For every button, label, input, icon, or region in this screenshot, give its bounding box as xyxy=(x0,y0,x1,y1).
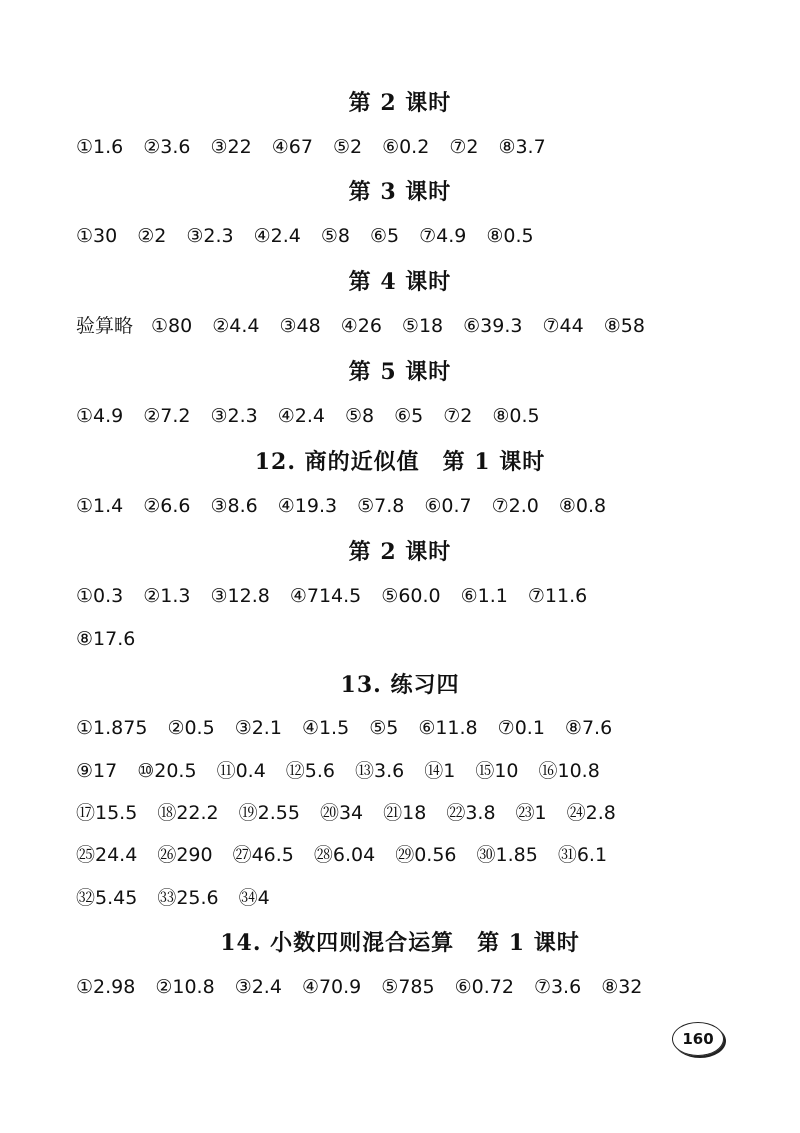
answer-item: ④26 xyxy=(340,315,382,337)
section-heading: 12. 商的近似值 第 1 课时 xyxy=(254,449,546,475)
answer-item: ⑦0.1 xyxy=(497,717,545,739)
answer-item: ⑥11.8 xyxy=(418,717,478,739)
answer-item: ㉑18 xyxy=(383,802,427,824)
answer-item: ④67 xyxy=(271,136,313,158)
answer-row xyxy=(76,973,736,1001)
answer-item: ①0.3 xyxy=(76,585,124,607)
answer-item: ⑧32 xyxy=(601,976,643,998)
section-heading: 13. 练习四 xyxy=(340,672,460,698)
answer-item: ②10.8 xyxy=(155,976,215,998)
answer-row xyxy=(76,222,736,250)
answer-item: ⑧3.7 xyxy=(498,136,546,158)
answer-item: ⑩20.5 xyxy=(137,760,197,782)
answer-item: ⑥39.3 xyxy=(463,315,523,337)
answer-row xyxy=(76,133,736,161)
answer-item: ⑭1 xyxy=(424,760,456,782)
answer-item: ①1.6 xyxy=(76,136,124,158)
answer-item: ⑧17.6 xyxy=(76,628,136,650)
answer-item: ③2.3 xyxy=(210,405,258,427)
answer-item: ⑮10 xyxy=(475,760,519,782)
answer-item: ⑨17 xyxy=(76,760,118,782)
answer-item: ④2.4 xyxy=(253,225,301,247)
answer-item: ⑤5 xyxy=(369,717,399,739)
section-heading: 第 5 课时 xyxy=(348,359,452,385)
answer-item: ③2.3 xyxy=(186,225,234,247)
answer-item: ①80 xyxy=(151,315,193,337)
answer-row xyxy=(76,714,736,742)
answer-item: ⑤7.8 xyxy=(357,495,405,517)
answer-row xyxy=(76,582,736,610)
answer-row xyxy=(76,757,736,785)
answer-item: ⑦11.6 xyxy=(527,585,588,607)
answer-item: ㉖290 xyxy=(157,844,213,866)
answer-item: ⑦2.0 xyxy=(491,495,539,517)
answer-item: ⑰15.5 xyxy=(76,802,138,824)
answer-item: ⑥0.7 xyxy=(424,495,472,517)
answer-item: ③22 xyxy=(210,136,252,158)
answer-item: ③2.4 xyxy=(234,976,282,998)
answer-item: ㉝25.6 xyxy=(157,887,219,909)
page-number: 160 xyxy=(672,1022,724,1056)
answer-item: ④19.3 xyxy=(277,495,338,517)
section-heading: 第 2 课时 xyxy=(348,90,452,116)
answer-item: ②7.2 xyxy=(143,405,191,427)
answer-item: ②0.5 xyxy=(167,717,215,739)
answer-item: ①2.98 xyxy=(76,976,136,998)
answer-item: ⑥0.72 xyxy=(454,976,514,998)
answer-item: ⑤60.0 xyxy=(381,585,441,607)
answer-item: ⑬3.6 xyxy=(355,760,405,782)
answer-prefix: 验算略 xyxy=(76,315,134,337)
answer-item: ⑦2 xyxy=(443,405,473,427)
answer-item: ㉜5.45 xyxy=(76,887,138,909)
answer-item: ⑤18 xyxy=(401,315,444,337)
answer-item: ③2.1 xyxy=(234,717,282,739)
answer-item: ㉓1 xyxy=(515,802,547,824)
answer-row xyxy=(76,799,736,827)
answer-item: ⑧0.5 xyxy=(492,405,540,427)
answer-item: ①1.875 xyxy=(76,717,148,739)
section-heading: 第 3 课时 xyxy=(348,179,452,205)
answer-item: ⑦4.9 xyxy=(419,225,467,247)
answer-item: ⑱22.2 xyxy=(157,802,219,824)
answer-item: ㉒3.8 xyxy=(446,802,496,824)
answer-item: ②2 xyxy=(137,225,167,247)
answer-item: ⑦3.6 xyxy=(533,976,582,998)
answer-item: ㉔2.8 xyxy=(566,802,616,824)
answer-item: ㉙0.56 xyxy=(395,844,457,866)
answer-item: ⑪0.4 xyxy=(216,760,266,782)
answer-item: ⑥5 xyxy=(369,225,400,247)
answer-row xyxy=(76,625,736,653)
answer-item: ㉗46.5 xyxy=(232,844,294,866)
answer-item: ⑦44 xyxy=(542,315,584,337)
answer-item: ⑧58 xyxy=(603,315,645,337)
section-heading: 第 4 课时 xyxy=(348,269,452,295)
answer-item: ⑦2 xyxy=(449,136,479,158)
answer-item: ④2.4 xyxy=(277,405,325,427)
answer-item: ⑧7.6 xyxy=(564,717,613,739)
answer-item: ⑫5.6 xyxy=(285,760,335,782)
answer-item: ③12.8 xyxy=(210,585,270,607)
answer-item: ⑤2 xyxy=(332,136,363,158)
answer-row xyxy=(76,841,736,869)
answer-row xyxy=(76,402,736,430)
answer-item: ⑥0.2 xyxy=(382,136,430,158)
answer-item: ⑤8 xyxy=(320,225,350,247)
answer-item: ⑥1.1 xyxy=(460,585,508,607)
answer-row xyxy=(76,312,736,340)
answer-item: ⑥5 xyxy=(394,405,424,427)
answer-item: ㉕24.4 xyxy=(76,844,138,866)
answer-row xyxy=(76,492,736,520)
answer-item: ①1.4 xyxy=(76,495,124,517)
answer-item: ⑤8 xyxy=(345,405,375,427)
answer-item: ㉚1.85 xyxy=(476,844,538,866)
answer-item: ㉛6.1 xyxy=(557,844,608,866)
answer-row xyxy=(76,884,736,912)
answer-item: ②3.6 xyxy=(143,136,191,158)
answer-item: ②1.3 xyxy=(143,585,191,607)
answer-item: ④714.5 xyxy=(289,585,362,607)
answer-item: ③8.6 xyxy=(210,495,258,517)
answer-item: ②4.4 xyxy=(212,315,260,337)
section-heading: 14. 小数四则混合运算 第 1 课时 xyxy=(220,930,580,956)
answer-item: ⑳34 xyxy=(319,802,364,824)
answer-item: ⑲2.55 xyxy=(238,802,300,824)
answer-item: ①30 xyxy=(76,225,118,247)
answer-item: ⑯10.8 xyxy=(538,760,600,782)
answer-item: ⑤785 xyxy=(381,976,435,998)
section-heading: 第 2 课时 xyxy=(348,539,452,565)
answer-item: ⑧0.5 xyxy=(486,225,534,247)
answer-item: ④70.9 xyxy=(301,976,362,998)
answer-item: ③48 xyxy=(279,315,321,337)
answer-item: ㉞4 xyxy=(238,887,270,909)
answer-item: ④1.5 xyxy=(301,717,350,739)
answer-item: ⑧0.8 xyxy=(558,495,607,517)
answer-item: ①4.9 xyxy=(76,405,124,427)
answer-item: ㉘6.04 xyxy=(313,844,376,866)
answer-item: ②6.6 xyxy=(143,495,191,517)
